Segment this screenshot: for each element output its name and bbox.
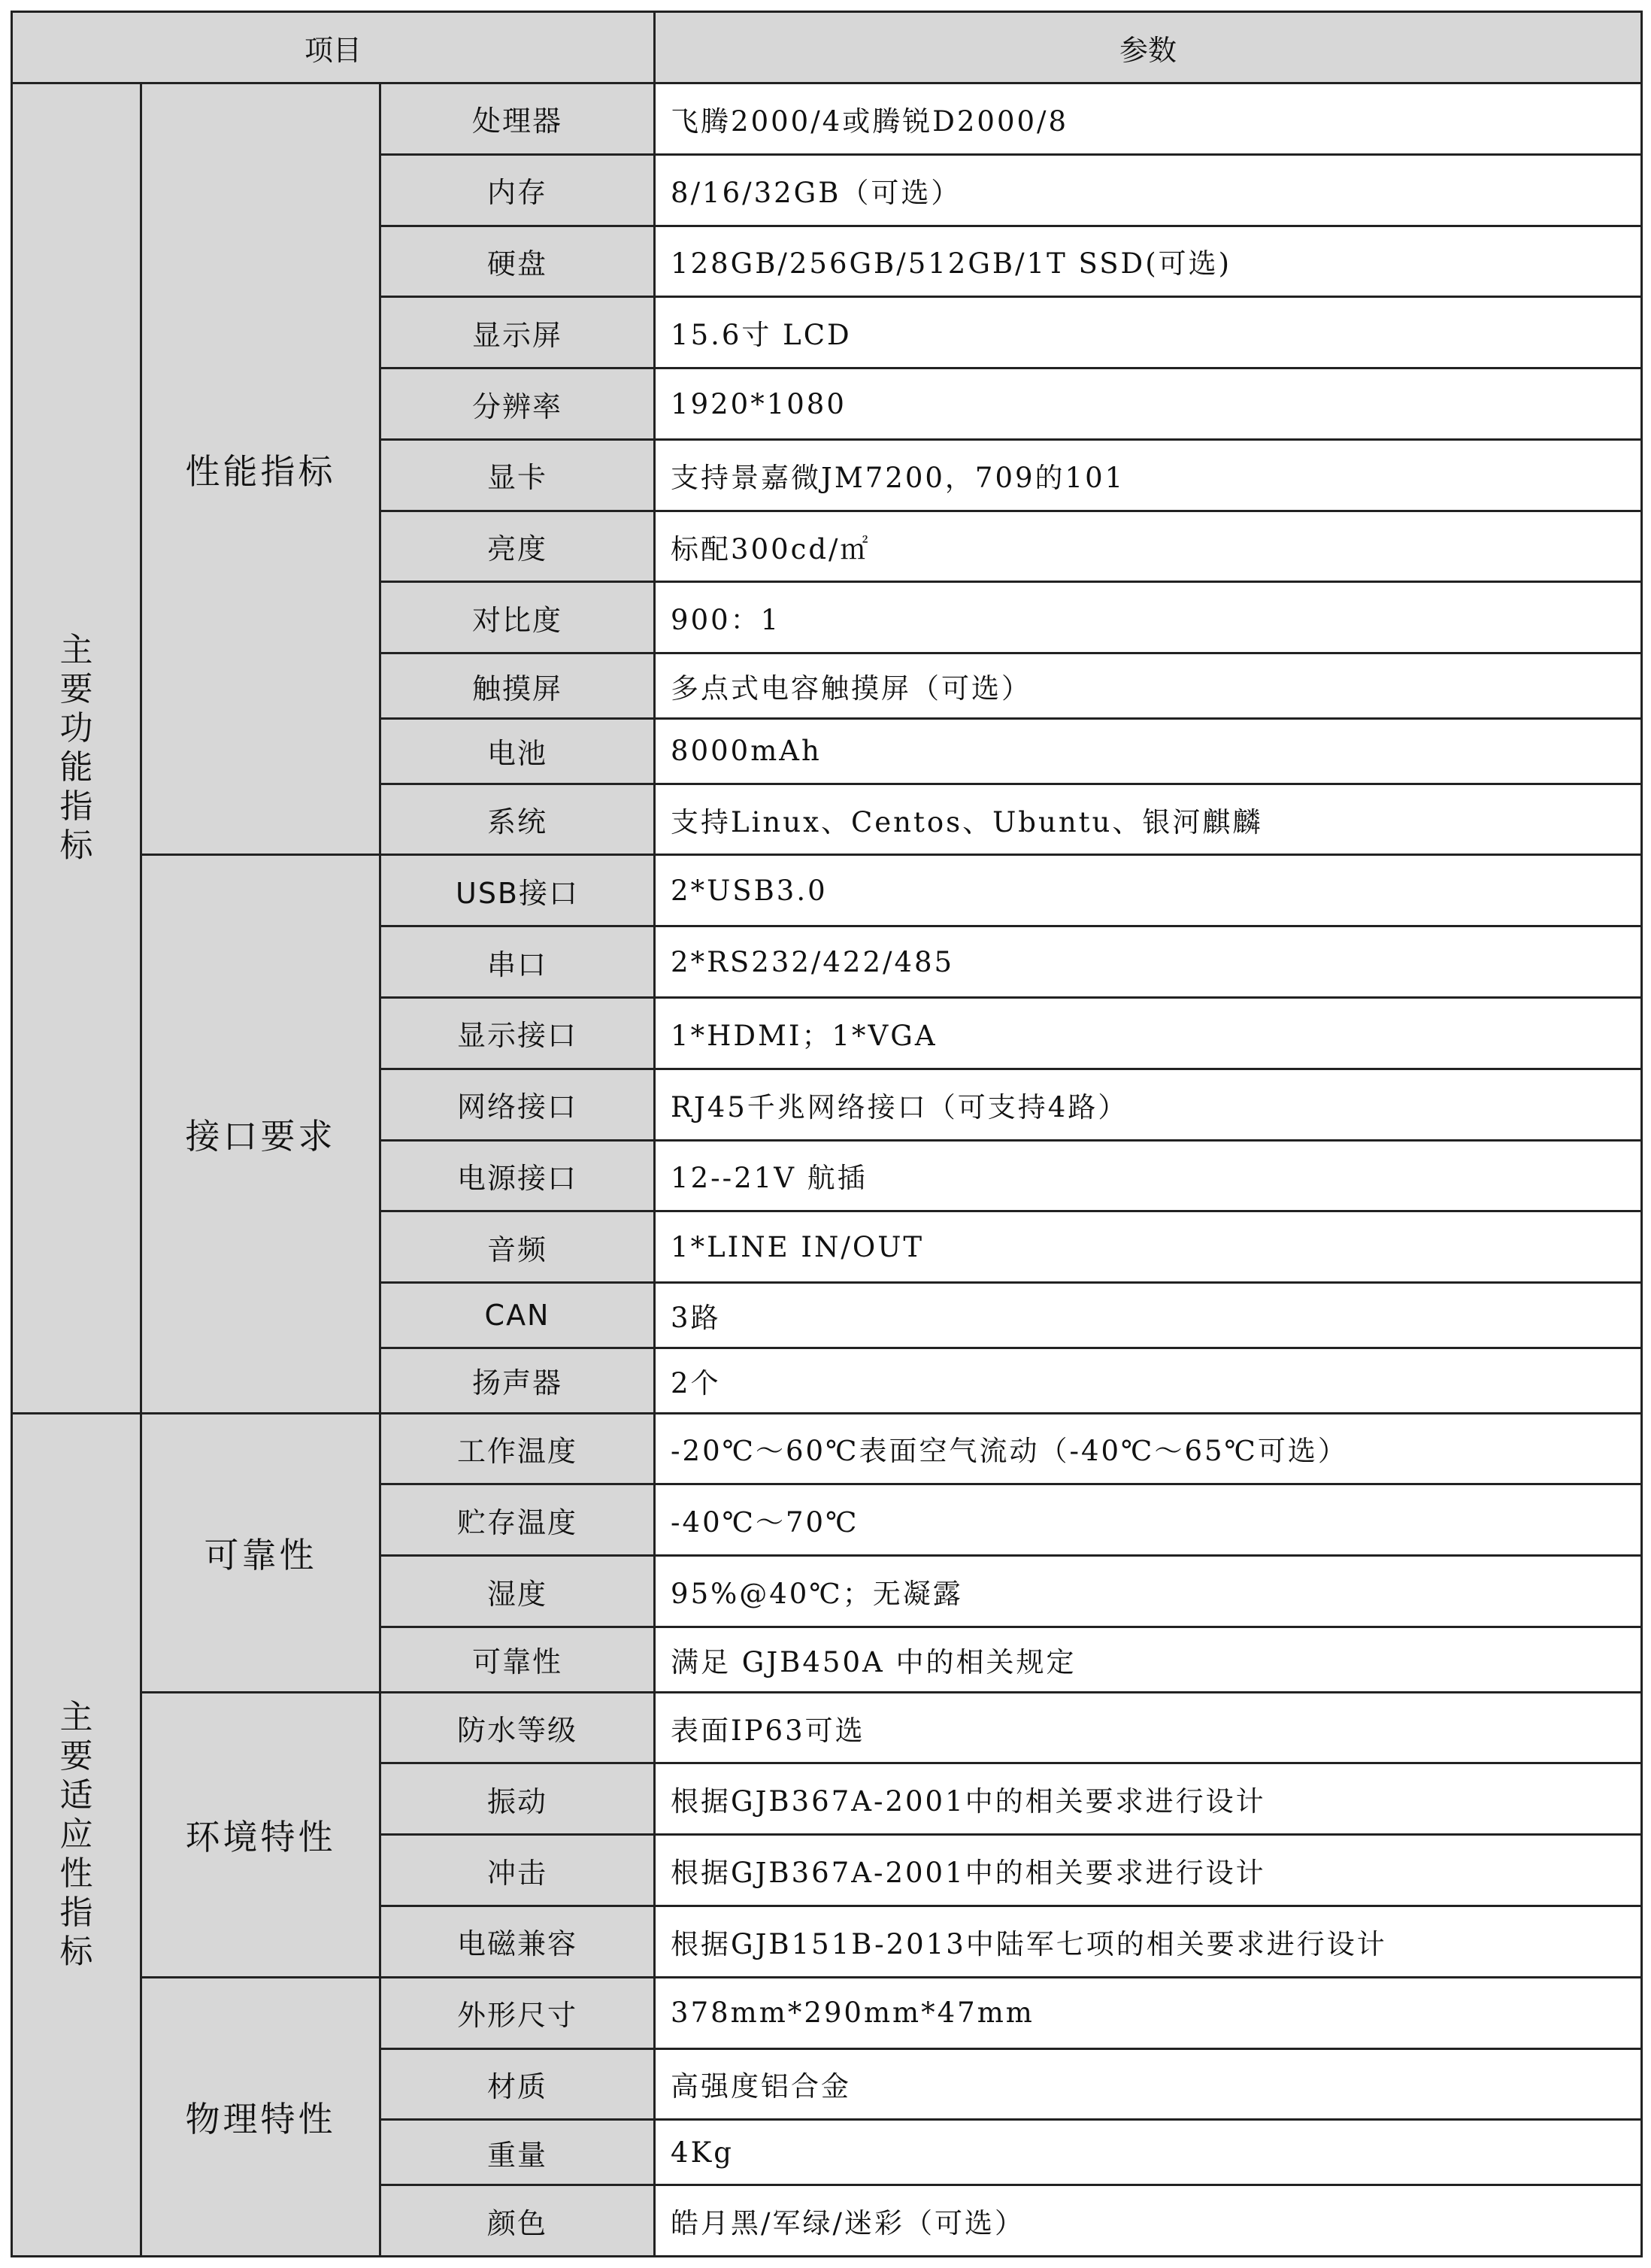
parameter-name: 电池 <box>380 718 655 784</box>
group-label: 接口要求 <box>141 855 380 1413</box>
parameter-value: 标配300cd/㎡ <box>655 511 1642 582</box>
parameter-name: 硬盘 <box>380 226 655 297</box>
parameter-name: 重量 <box>380 2120 655 2185</box>
table-row <box>12 83 1642 155</box>
spec-table <box>11 11 1643 2257</box>
parameter-value: 1*LINE IN/OUT <box>655 1211 1642 1283</box>
parameter-value: 3路 <box>655 1283 1642 1348</box>
spec-table-body <box>12 83 1642 2257</box>
parameter-name: 显示屏 <box>380 297 655 368</box>
parameter-value: 1920*1080 <box>655 368 1642 440</box>
parameter-value: 2*USB3.0 <box>655 855 1642 926</box>
parameter-value: 8000mAh <box>655 718 1642 784</box>
parameter-name: 串口 <box>380 926 655 998</box>
parameter-name: 材质 <box>380 2048 655 2120</box>
parameter-value: 支持景嘉微JM7200，709的101 <box>655 439 1642 511</box>
parameter-value: 12--21V 航插 <box>655 1140 1642 1211</box>
parameter-name: USB接口 <box>380 855 655 926</box>
header-item: 项目 <box>12 12 655 83</box>
parameter-value: 支持Linux、Centos、Ubuntu、银河麒麟 <box>655 784 1642 855</box>
parameter-name: 颜色 <box>380 2185 655 2257</box>
parameter-value: -40℃～70℃ <box>655 1484 1642 1556</box>
header-parameters: 参数 <box>655 12 1642 83</box>
parameter-name: 音频 <box>380 1211 655 1283</box>
parameter-value: 根据GJB367A-2001中的相关要求进行设计 <box>655 1835 1642 1906</box>
group-label: 性能指标 <box>141 83 380 855</box>
parameter-name: 电源接口 <box>380 1140 655 1211</box>
table-row <box>12 855 1642 926</box>
parameter-name: 分辨率 <box>380 368 655 440</box>
parameter-value: 满足 GJB450A 中的相关规定 <box>655 1627 1642 1692</box>
parameter-name: 湿度 <box>380 1556 655 1627</box>
parameter-value: 15.6寸 LCD <box>655 297 1642 368</box>
category-cell <box>12 1413 141 2256</box>
parameter-value: 2个 <box>655 1348 1642 1413</box>
parameter-name: 外形尺寸 <box>380 1977 655 2048</box>
parameter-name: 内存 <box>380 154 655 226</box>
category-label: 主要功能指标 <box>59 630 93 865</box>
table-row <box>12 1413 1642 1484</box>
parameter-value: 多点式电容触摸屏（可选） <box>655 653 1642 719</box>
parameter-value: 高强度铝合金 <box>655 2048 1642 2120</box>
parameter-name: 显卡 <box>380 439 655 511</box>
parameter-name: 对比度 <box>380 582 655 653</box>
parameter-name: 显示接口 <box>380 998 655 1069</box>
group-label: 可靠性 <box>141 1413 380 1692</box>
parameter-name: 网络接口 <box>380 1069 655 1140</box>
parameter-value: 900：1 <box>655 582 1642 653</box>
parameter-name: 振动 <box>380 1763 655 1835</box>
parameter-name: CAN <box>380 1283 655 1348</box>
table-row <box>12 1692 1642 1763</box>
group-label: 物理特性 <box>141 1977 380 2256</box>
parameter-value: 表面IP63可选 <box>655 1692 1642 1763</box>
parameter-name: 触摸屏 <box>380 653 655 719</box>
parameter-value: 95%@40℃；无凝露 <box>655 1556 1642 1627</box>
category-label: 主要适应性指标 <box>59 1697 93 1971</box>
parameter-value: 皓月黑/军绿/迷彩（可选） <box>655 2185 1642 2257</box>
header-row <box>12 12 1642 83</box>
parameter-name: 防水等级 <box>380 1692 655 1763</box>
parameter-value: 根据GJB151B-2013中陆军七项的相关要求进行设计 <box>655 1906 1642 1978</box>
parameter-value: 1*HDMI；1*VGA <box>655 998 1642 1069</box>
parameter-value: 378mm*290mm*47mm <box>655 1977 1642 2048</box>
parameter-name: 处理器 <box>380 83 655 155</box>
table-row <box>12 1977 1642 2048</box>
parameter-name: 可靠性 <box>380 1627 655 1692</box>
parameter-value: RJ45千兆网络接口（可支持4路） <box>655 1069 1642 1140</box>
parameter-name: 冲击 <box>380 1835 655 1906</box>
parameter-name: 系统 <box>380 784 655 855</box>
category-cell <box>12 83 141 1414</box>
parameter-name: 亮度 <box>380 511 655 582</box>
parameter-name: 贮存温度 <box>380 1484 655 1556</box>
parameter-value: 根据GJB367A-2001中的相关要求进行设计 <box>655 1763 1642 1835</box>
parameter-value: 2*RS232/422/485 <box>655 926 1642 998</box>
parameter-name: 扬声器 <box>380 1348 655 1413</box>
parameter-value: 8/16/32GB（可选） <box>655 154 1642 226</box>
parameter-value: 飞腾2000/4或腾锐D2000/8 <box>655 83 1642 155</box>
parameter-value: 4Kg <box>655 2120 1642 2185</box>
parameter-value: -20℃～60℃表面空气流动（-40℃～65℃可选） <box>655 1413 1642 1484</box>
parameter-value: 128GB/256GB/512GB/1T SSD(可选) <box>655 226 1642 297</box>
parameter-name: 电磁兼容 <box>380 1906 655 1978</box>
group-label: 环境特性 <box>141 1692 380 1977</box>
parameter-name: 工作温度 <box>380 1413 655 1484</box>
